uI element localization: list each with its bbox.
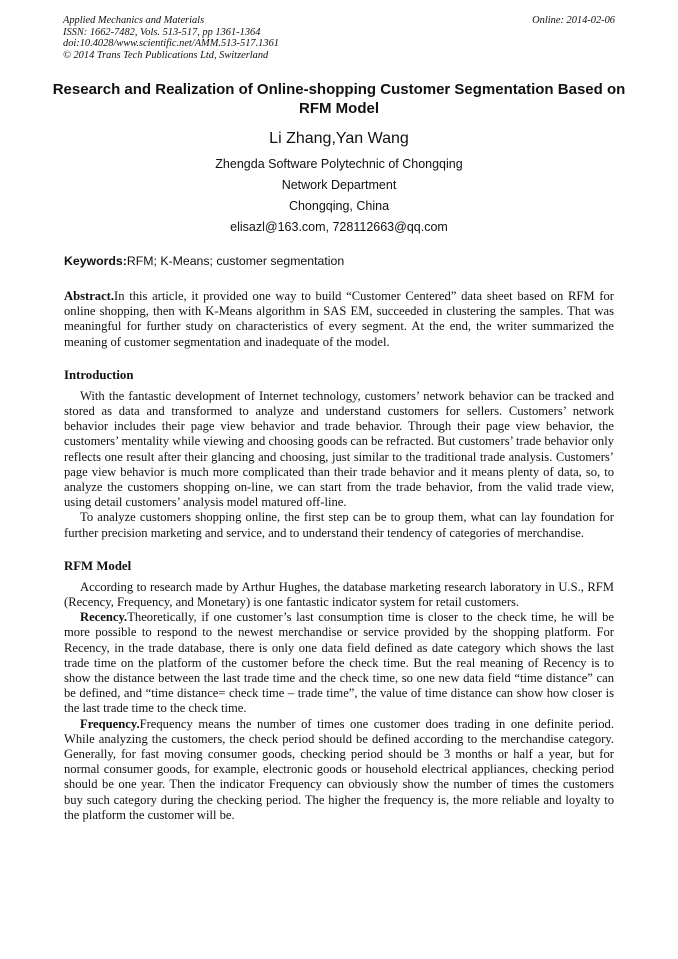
recency-label: Recency. (80, 610, 128, 625)
doi-line: doi:10.4028/www.scientific.net/AMM.513-517.1361 (63, 38, 279, 50)
keywords-text: RFM; K-Means; customer segmentation (126, 254, 345, 268)
frequency-text: Frequency means the number of times one customer does trading in one definite period. While analyzing the customers, the check period should be defined according to the merchandise category. Generally, for fast moving consumer goods, checking period should be 3 months or half a year, but for normal consumer goods, for example, electronic goods or household electrical appliances, checking period should be one year. Then the indicator Frequency can obviously show the number of times the customers buy such category during the checking period. The higher the frequency is, the more reliable and loyalty to the platform the customer will be. (64, 716, 614, 822)
journal-name: Applied Mechanics and Materials (63, 15, 205, 26)
recency-text: Theoretically, if one customer’s last consumption time is closer to the check time, he will be more possible to respond to the newest merchandise or service provided by the shopping platform. For Recency, in the trade database, there is only one data field defined as date category which shows the last trade time on the platform of the customer before the check time. But the real meaning of Recency is to show the distance between the last trade time and the check time, so one new data field “time distance” can be defined, and “time distance= check time – trade time”, the value of time distance can show how closer is the last trade time to the check time. (64, 610, 614, 716)
affiliation-location: Chongqing, China (288, 199, 390, 213)
rfm-recency-paragraph (64, 610, 614, 716)
affiliation-department: Network Department (281, 178, 397, 192)
issn-line: ISSN: 1662-7482, Vols. 513-517, pp 1361-1364 (63, 26, 261, 38)
paper-body (64, 289, 614, 823)
authors: Li Zhang,Yan Wang (269, 130, 409, 147)
keywords (64, 254, 344, 268)
rfm-paragraph-1: According to research made by Arthur Hughes, the database marketing research laboratory in U.S., RFM (Recency, Frequency, and Monetary) is one fantastic indicator system for retail customers. (64, 579, 614, 610)
frequency-label: Frequency. (80, 716, 140, 731)
paper-title: Research and Realization of Online-shopping Customer Segmentation Based on RFM Model (52, 81, 626, 117)
keywords-label: Keywords: (64, 254, 127, 268)
abstract (64, 289, 614, 350)
affiliation-institution: Zhengda Software Polytechnic of Chongqing (215, 157, 463, 171)
rfm-frequency-paragraph (64, 717, 614, 823)
section-heading-rfm: RFM Model (64, 558, 132, 573)
author-emails: elisazl@163.com, 728112663@qq.com (230, 220, 448, 234)
copyright-line: © 2014 Trans Tech Publications Ltd, Switzerland (63, 49, 269, 61)
intro-paragraph-2: To analyze customers shopping online, the first step can be to group them, what can lay foundation for further precision marketing and service, and to understand their tendency of categories of merchandise. (64, 510, 614, 540)
section-heading-introduction: Introduction (64, 367, 134, 382)
abstract-label: Abstract. (64, 289, 115, 303)
abstract-text: In this article, it provided one way to build “Customer Centered” data sheet based on RFM for online shopping, then with K-Means algorithm in SAS EM, succeeded in clustering the samples. That was meaningful for further study on characteristics of every segment. At the end, the writer summarized the meaning of customer segmentation and inadequate of the model. (64, 289, 614, 349)
journal-header (63, 15, 615, 61)
online-date: Online: 2014-02-06 (532, 15, 615, 26)
intro-paragraph-1: With the fantastic development of Internet technology, customers’ network behavior can be tracked and stored as data and transformed to analyze and understand customers for sellers. Customers’ network behavior includes their page view behavior and trade behavior. Through their page view behavior, the customers’ mentality while viewing and choosing goods can be refracted. But customers’ trade behavior only reflects one result after their glancing and choosing, just similar to the traditional trade analysis. Customers’ page view behavior is much more complicated than their trade behavior and it means plenty of data, so, to analyze the customers shopping on-line, we can start from the trade behavior, from the valid trade view, using detail customers’ analysis model matured off-line. (64, 388, 614, 510)
